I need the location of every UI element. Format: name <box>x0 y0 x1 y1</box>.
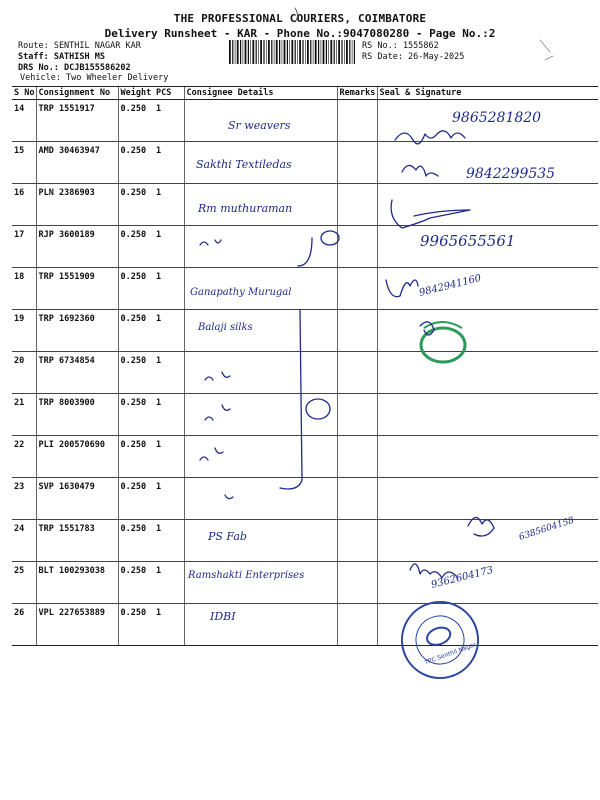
col-header-pcs: PCS <box>154 87 184 100</box>
cell-consignee <box>184 268 337 310</box>
cell-weight: 0.250 <box>118 310 154 352</box>
cell-pcs: 1 <box>154 310 184 352</box>
signature-phone: 6385604158 <box>517 515 576 543</box>
table-row <box>12 520 598 562</box>
cell-pcs: 1 <box>154 478 184 520</box>
consignee-name: Sr weavers <box>228 119 291 132</box>
rs-number: RS No.: 1555862 <box>362 41 439 51</box>
table-row <box>12 100 598 142</box>
cell-consignee <box>184 394 337 436</box>
cell-sno: 26 <box>12 604 36 646</box>
cell-signature <box>377 520 598 562</box>
cell-pcs: 1 <box>154 268 184 310</box>
table-row <box>12 142 598 184</box>
cell-weight: 0.250 <box>118 478 154 520</box>
cell-remarks <box>337 184 377 226</box>
cell-consignment: TRP 1692360 <box>36 310 118 352</box>
cell-remarks <box>337 562 377 604</box>
cell-weight: 0.250 <box>118 142 154 184</box>
cell-consignment: SVP 1630479 <box>36 478 118 520</box>
cell-signature <box>377 352 598 394</box>
stamp-text: TPC Senthil Nagar <box>423 641 478 667</box>
cell-consignee <box>184 100 337 142</box>
table-row <box>12 478 598 520</box>
cell-weight: 0.250 <box>118 100 154 142</box>
cell-consignee <box>184 562 337 604</box>
consignee-name: Sakthi Textiledas <box>196 158 292 171</box>
cell-pcs: 1 <box>154 394 184 436</box>
cell-consignee <box>184 604 337 646</box>
cell-consignment: RJP 3600189 <box>36 226 118 268</box>
cell-remarks <box>337 226 377 268</box>
signature-phone: 9842941160 <box>418 272 483 299</box>
cell-weight: 0.250 <box>118 394 154 436</box>
cell-consignee <box>184 310 337 352</box>
col-header-consignment: Consignment No <box>36 87 118 100</box>
cell-remarks <box>337 268 377 310</box>
cell-consignment: TRP 6734854 <box>36 352 118 394</box>
cell-sno: 19 <box>12 310 36 352</box>
consignee-name: IDBI <box>210 610 236 623</box>
cell-consignment: TRP 1551909 <box>36 268 118 310</box>
col-header-consignee: Consignee Details <box>184 87 337 100</box>
consignee-name: Ganapathy Murugal <box>190 287 292 298</box>
cell-pcs: 1 <box>154 100 184 142</box>
col-header-sno: S No <box>14 88 35 98</box>
cell-sno: 21 <box>12 394 36 436</box>
cell-weight: 0.250 <box>118 436 154 478</box>
cell-consignee <box>184 520 337 562</box>
document-subtitle: Delivery Runsheet - KAR - Phone No.:9047080280 - Page No.:2 <box>104 27 496 40</box>
consignee-name: Ramshakti Enterprises <box>188 570 305 581</box>
col-header-weight: Weight <box>118 87 154 100</box>
consignee-name: Rm muthuraman <box>198 202 293 215</box>
table-row <box>12 310 598 352</box>
cell-pcs: 1 <box>154 226 184 268</box>
cell-pcs: 1 <box>154 604 184 646</box>
cell-sno: 20 <box>12 352 36 394</box>
cell-consignment: PLN 2386903 <box>36 184 118 226</box>
cell-signature <box>377 562 598 604</box>
cell-pcs: 1 <box>154 352 184 394</box>
cell-signature <box>377 226 598 268</box>
cell-consignment: TRP 1551783 <box>36 520 118 562</box>
cell-remarks <box>337 394 377 436</box>
consignee-name: PS Fab <box>208 530 247 543</box>
cell-pcs: 1 <box>154 142 184 184</box>
cell-consignee <box>184 352 337 394</box>
cell-sno: 22 <box>12 436 36 478</box>
cell-remarks <box>337 604 377 646</box>
table-row <box>12 226 598 268</box>
cell-consignment: TRP 1551917 <box>36 100 118 142</box>
cell-weight: 0.250 <box>118 352 154 394</box>
cell-pcs: 1 <box>154 520 184 562</box>
cell-remarks <box>337 478 377 520</box>
document-title: THE PROFESSIONAL COURIERS, COIMBATORE <box>173 12 427 25</box>
cell-sno: 18 <box>12 268 36 310</box>
cell-signature <box>377 478 598 520</box>
cell-consignment: PLI 200570690 <box>36 436 118 478</box>
table-row <box>12 352 598 394</box>
cell-consignment: TRP 8003900 <box>36 394 118 436</box>
cell-weight: 0.250 <box>118 562 154 604</box>
cell-sno: 25 <box>12 562 36 604</box>
cell-pcs: 1 <box>154 436 184 478</box>
signature-phone: 9362604173 <box>430 564 495 591</box>
drs-number: DRS No.: DCJB155586202 <box>18 63 131 73</box>
cell-signature <box>377 310 598 352</box>
table-row <box>12 184 598 226</box>
cell-weight: 0.250 <box>118 604 154 646</box>
cell-consignee <box>184 226 337 268</box>
cell-remarks <box>337 436 377 478</box>
corner-mark <box>540 40 553 60</box>
route-label: Route: SENTHIL NAGAR KAR <box>18 41 141 51</box>
table-row <box>12 268 598 310</box>
table-row <box>12 394 598 436</box>
cell-remarks <box>337 520 377 562</box>
cell-consignment: BLT 100293038 <box>36 562 118 604</box>
signature-phone: 9865281820 <box>452 110 542 126</box>
cell-consignment: VPL 227653889 <box>36 604 118 646</box>
cell-signature <box>377 100 598 142</box>
cell-sno: 23 <box>12 478 36 520</box>
cell-signature <box>377 394 598 436</box>
cell-consignee <box>184 184 337 226</box>
signature-phone: 9842299535 <box>466 166 556 182</box>
table-header-row <box>12 87 598 100</box>
cell-weight: 0.250 <box>118 184 154 226</box>
cell-weight: 0.250 <box>118 520 154 562</box>
cell-weight: 0.250 <box>118 226 154 268</box>
cell-pcs: 1 <box>154 184 184 226</box>
cell-remarks <box>337 310 377 352</box>
cell-signature <box>377 184 598 226</box>
vehicle-label: Vehicle: Two Wheeler Delivery <box>20 73 169 83</box>
cell-pcs: 1 <box>154 562 184 604</box>
table-row <box>12 604 598 646</box>
staff-label: Staff: SATHISH MS <box>18 52 105 62</box>
runsheet-table <box>12 86 598 646</box>
cell-remarks <box>337 100 377 142</box>
signature-phone: 9965655561 <box>420 232 516 250</box>
consignee-name: Balaji silks <box>198 322 253 333</box>
rs-date: RS Date: 26-May-2025 <box>362 52 465 62</box>
cell-sno: 16 <box>12 184 36 226</box>
cell-consignee <box>184 478 337 520</box>
table-row <box>12 436 598 478</box>
cell-signature <box>377 142 598 184</box>
cell-remarks <box>337 142 377 184</box>
cell-consignee <box>184 142 337 184</box>
cell-signature <box>377 268 598 310</box>
cell-sno: 17 <box>12 226 36 268</box>
cell-signature <box>377 436 598 478</box>
cell-remarks <box>337 352 377 394</box>
cell-sno: 24 <box>12 520 36 562</box>
table-row <box>12 562 598 604</box>
cell-sno: 15 <box>12 142 36 184</box>
cell-sno: 14 <box>12 100 36 142</box>
cell-consignment: AMD 30463947 <box>36 142 118 184</box>
col-header-remarks: Remarks <box>337 87 377 100</box>
cell-weight: 0.250 <box>118 268 154 310</box>
cell-consignee <box>184 436 337 478</box>
barcode <box>229 40 355 64</box>
col-header-signature: Seal & Signature <box>377 87 598 100</box>
cell-signature <box>377 604 598 646</box>
